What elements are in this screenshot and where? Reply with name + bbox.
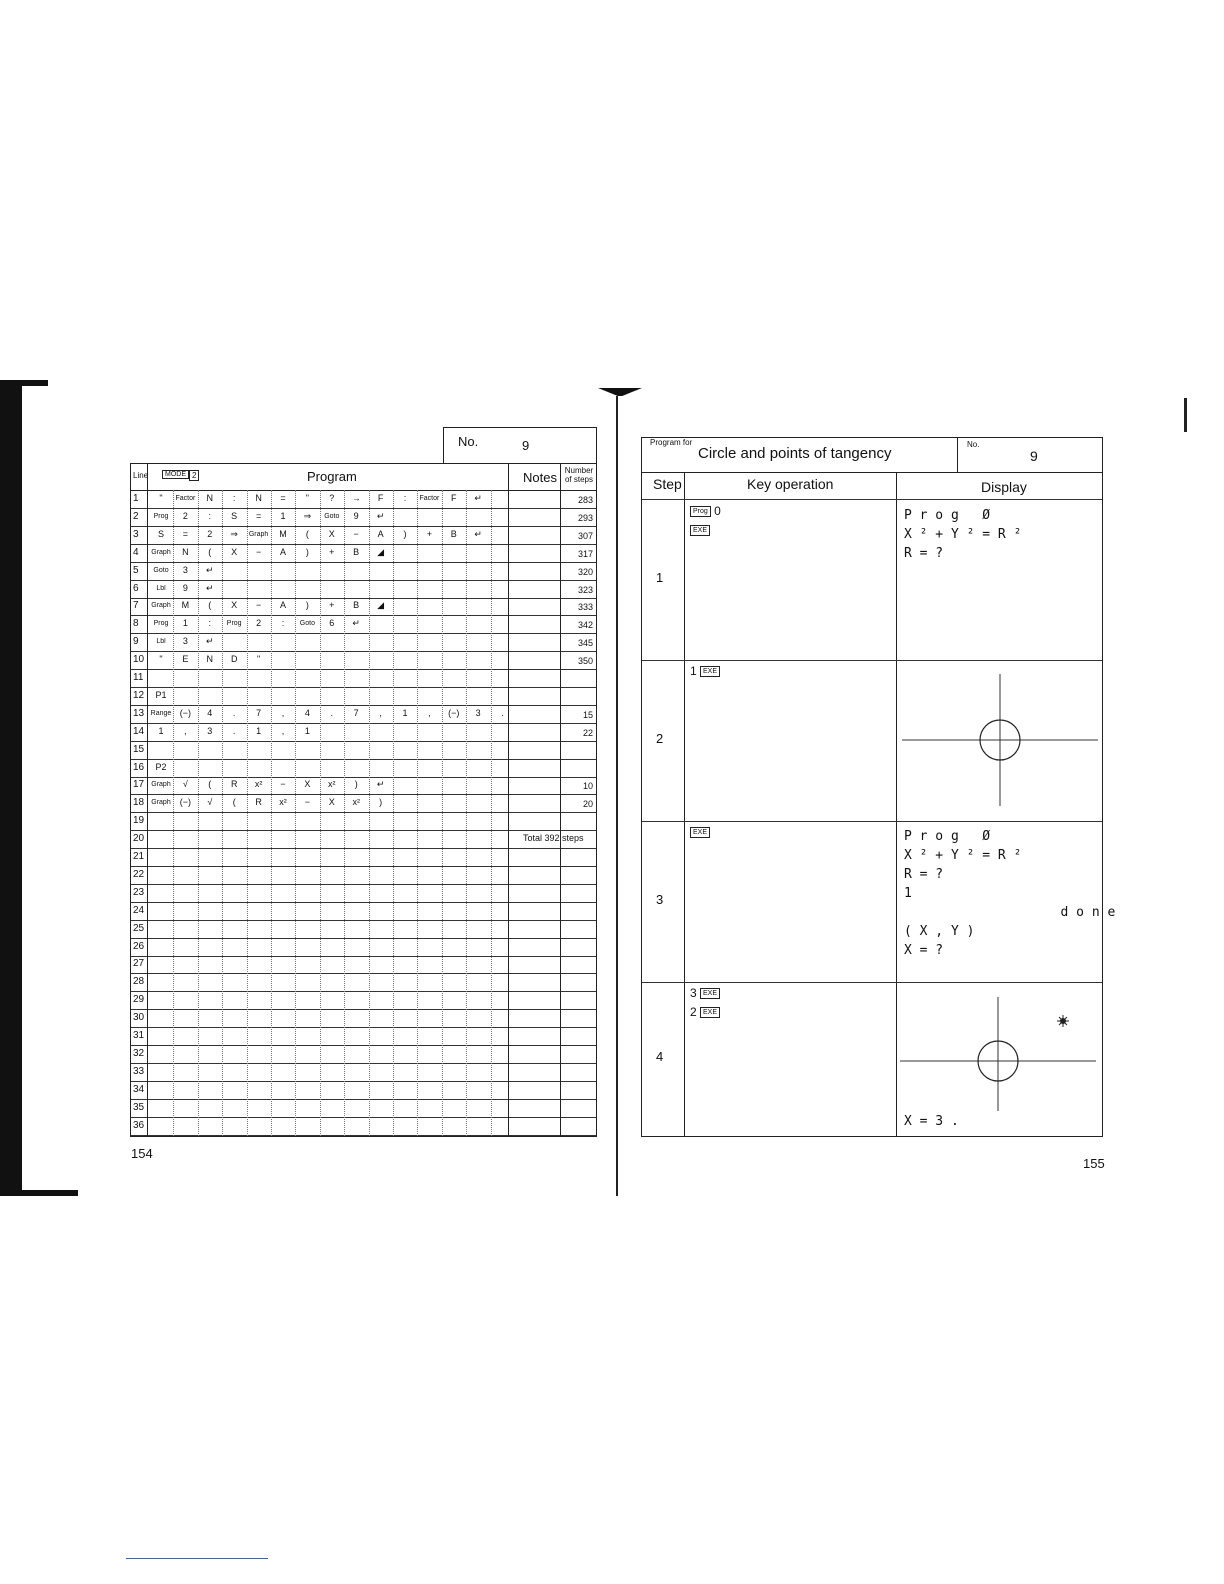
program-token: . (501, 707, 504, 718)
line-number: 22 (133, 868, 145, 880)
program-token: , (379, 707, 382, 718)
line-number: 1 (133, 493, 139, 504)
program-token: ? (329, 493, 335, 503)
program-token: Factor (419, 495, 440, 502)
line-number: 36 (133, 1119, 145, 1131)
table-row (131, 597, 596, 616)
program-token: X (328, 528, 335, 539)
header-steps: Number of steps (564, 466, 594, 484)
program-for-label: Program for (650, 438, 693, 447)
step-count: 22 (582, 727, 593, 738)
program-token: . (330, 707, 334, 718)
line-number: 33 (133, 1065, 145, 1077)
line-number: 34 (133, 1083, 145, 1095)
header-separator (642, 499, 1102, 500)
step-count: 317 (577, 548, 593, 559)
program-token: R (255, 797, 262, 808)
program-token: : (232, 493, 236, 503)
col-divider-1 (684, 472, 685, 1136)
table-row (131, 1063, 596, 1082)
column-divider (147, 464, 148, 1136)
table-row (131, 902, 596, 921)
program-listing-table (130, 463, 597, 1137)
program-token: √ (182, 779, 188, 790)
program-token: = (280, 493, 286, 503)
program-token: x² (328, 779, 336, 790)
program-token: 1 (280, 510, 286, 521)
token-divider (247, 490, 248, 1136)
step-count: 15 (582, 709, 593, 720)
step-count: 307 (577, 530, 593, 541)
line-number: 31 (133, 1030, 145, 1041)
program-token: → (351, 493, 361, 503)
program-token: ↵ (206, 564, 214, 575)
page-number-right: 155 (1083, 1156, 1105, 1171)
table-row (131, 508, 596, 527)
step-count: 283 (577, 495, 593, 505)
token-divider (393, 490, 394, 1136)
program-token: Graph (151, 799, 171, 807)
program-token: Factor (175, 495, 196, 502)
program-token: ) (305, 546, 309, 557)
calculator-key: EXE (690, 827, 710, 838)
program-token: ( (208, 546, 212, 557)
program-token: B (353, 600, 360, 611)
program-token: + (329, 546, 335, 557)
step-separator (642, 821, 1102, 822)
line-number: 23 (133, 886, 145, 898)
program-token: , (184, 725, 187, 736)
program-token: Goto (153, 566, 169, 574)
right-number-value: 9 (1030, 448, 1038, 464)
program-token: Range (150, 709, 172, 717)
program-token: 1 (182, 618, 188, 629)
table-row (131, 669, 596, 688)
program-token: Prog (226, 620, 242, 628)
line-number: 13 (133, 707, 145, 719)
program-token: ↵ (206, 582, 214, 593)
program-token: A (279, 600, 286, 611)
table-row (131, 1027, 596, 1046)
mode-value-key: 2 (189, 470, 199, 481)
row-note: Total 392 steps (523, 833, 584, 844)
line-number: 17 (133, 779, 145, 791)
line-number: 30 (133, 1012, 145, 1024)
table-row (131, 544, 596, 563)
step-count: 320 (577, 566, 593, 577)
bottom-rule (126, 1558, 268, 1559)
column-divider (560, 464, 561, 1136)
program-token: 3 (207, 725, 213, 736)
program-token: M (181, 600, 190, 611)
program-token: 1 (158, 725, 164, 736)
program-token: . (232, 725, 236, 736)
line-number: 26 (133, 940, 145, 952)
table-row (131, 794, 596, 813)
program-token: − (255, 600, 262, 611)
line-number: 35 (133, 1101, 145, 1113)
table-row (131, 776, 596, 795)
col-divider-2 (896, 472, 897, 1136)
step-count: 293 (577, 512, 593, 523)
program-token: P1 (155, 689, 167, 700)
token-divider (271, 490, 272, 1136)
program-token: Goto (299, 620, 315, 628)
title-bar (642, 438, 1102, 473)
program-token: 9 (353, 510, 359, 521)
program-token: B (450, 528, 457, 539)
program-token: 7 (353, 707, 359, 718)
program-token: X (304, 779, 311, 790)
table-row (131, 615, 596, 634)
program-token: − (280, 779, 286, 790)
program-token: X (328, 797, 335, 808)
token-divider (491, 490, 492, 1136)
program-token: = (182, 528, 189, 539)
token-divider (344, 490, 345, 1136)
step-count: 350 (577, 656, 593, 667)
display-text: X = 3 . (904, 1114, 959, 1129)
key-operation-line (690, 1005, 720, 1019)
line-number: 5 (133, 564, 139, 576)
program-token: N (206, 493, 214, 503)
program-token: 9 (182, 582, 188, 593)
line-number: 2 (133, 510, 139, 522)
program-token: − (304, 797, 311, 808)
program-token: 1 (256, 725, 262, 736)
line-number: 16 (133, 761, 145, 773)
scan-edge-left-top (0, 380, 48, 386)
program-token: 1 (304, 725, 310, 736)
line-number: 21 (133, 851, 145, 862)
program-token: N (206, 654, 214, 665)
program-token: Prog (153, 512, 169, 520)
program-token: E (182, 654, 189, 665)
token-divider (173, 490, 174, 1136)
page-number-left: 154 (131, 1146, 153, 1161)
line-number: 3 (133, 528, 139, 540)
table-row (131, 1045, 596, 1064)
program-number-label: No. (458, 434, 479, 449)
program-token: R (230, 779, 238, 790)
program-token: + (426, 528, 433, 539)
program-token: M (279, 528, 287, 539)
program-token: " (159, 493, 163, 503)
header-key-operation: Key operation (747, 476, 834, 492)
program-token: S (157, 528, 164, 539)
header-notes: Notes (523, 470, 557, 485)
table-row (131, 490, 596, 509)
line-number: 29 (133, 994, 145, 1006)
step-count: 20 (582, 799, 593, 810)
line-number: 9 (133, 636, 139, 648)
token-divider (198, 490, 199, 1136)
key-operation-line (690, 986, 720, 1000)
program-token: ) (354, 779, 358, 790)
token-divider (320, 490, 321, 1136)
table-row (131, 1081, 596, 1100)
program-title: Circle and points of tangency (698, 445, 892, 462)
program-token: ↵ (206, 636, 214, 647)
program-token: A (377, 528, 384, 539)
program-token: 2 (182, 510, 188, 521)
key-operation-line (690, 523, 710, 537)
table-row (131, 741, 596, 760)
line-number: 10 (133, 654, 145, 666)
key-operation-line (690, 504, 724, 518)
table-row (131, 955, 596, 974)
step-number: 4 (656, 1049, 664, 1064)
line-number: 27 (133, 958, 145, 970)
program-token: : (208, 618, 212, 629)
program-token: Lbl (156, 584, 166, 592)
token-divider (442, 490, 443, 1136)
program-token: 1 (402, 707, 408, 718)
line-number: 28 (133, 976, 145, 988)
program-token: Graph (248, 530, 269, 538)
program-token: " (256, 654, 261, 665)
program-token: x² (279, 797, 287, 808)
program-token: " (159, 654, 163, 665)
program-token: (−) (179, 707, 192, 718)
table-row (131, 651, 596, 670)
program-token: 3 (182, 564, 188, 575)
book-gutter (616, 396, 618, 1196)
token-divider (222, 490, 223, 1136)
table-row (131, 633, 596, 652)
table-row (131, 1009, 596, 1028)
program-token: + (329, 600, 335, 611)
program-token: Graph (151, 602, 171, 610)
program-token: 4 (207, 707, 213, 718)
program-token: x² (352, 797, 360, 808)
display-text: P r o g Ø X ² + Y ² = R ² R = ? 1 d o n e ( X , Y ) X = ? (904, 829, 1116, 958)
program-token: ↵ (352, 618, 360, 629)
table-row (131, 705, 596, 724)
table-row (131, 866, 596, 885)
calculator-key: EXE (690, 525, 710, 536)
program-token: S (231, 510, 238, 521)
program-token: : (403, 493, 407, 503)
program-token: 6 (329, 618, 335, 629)
program-token: 3 (475, 707, 481, 718)
table-row (131, 830, 596, 849)
program-token: X (231, 546, 238, 557)
program-token: 4 (304, 707, 310, 718)
program-token: − (353, 528, 359, 539)
step-separator (642, 982, 1102, 983)
calculator-key: Prog (690, 506, 711, 517)
program-token: 7 (256, 707, 262, 718)
step-count: 323 (577, 584, 593, 595)
program-token: , (281, 707, 285, 718)
token-divider (466, 490, 467, 1136)
key-suffix: 0 (710, 504, 725, 518)
program-token: = (255, 510, 262, 521)
program-token: ↵ (474, 493, 482, 503)
program-token: Prog (153, 620, 169, 628)
program-token: 2 (256, 618, 262, 629)
program-token: D (230, 654, 238, 665)
table-row (131, 1117, 596, 1136)
key-operation-line (690, 825, 710, 839)
step-count: 10 (582, 781, 593, 792)
table-row (131, 580, 596, 599)
table-row (131, 884, 596, 903)
line-number: 7 (133, 600, 139, 612)
program-token: 3 (182, 636, 188, 647)
program-token: : (281, 618, 285, 629)
program-token: ) (403, 528, 407, 539)
scan-edge-right (1184, 398, 1187, 432)
header-line: Line (133, 471, 149, 480)
table-row (131, 526, 596, 545)
line-number: 18 (133, 797, 145, 809)
table-row (131, 938, 596, 957)
program-token: (−) (179, 797, 192, 808)
header-step: Step (653, 476, 682, 492)
program-token: ) (379, 797, 383, 808)
calculator-key: EXE (700, 988, 720, 999)
program-token: ↵ (376, 779, 385, 790)
line-number: 11 (133, 672, 144, 683)
program-token: ◢ (377, 600, 385, 611)
table-row (131, 848, 596, 867)
step-number: 3 (656, 891, 664, 907)
program-token: . (232, 707, 236, 718)
program-token: ↵ (376, 510, 385, 521)
program-token: 2 (207, 528, 213, 539)
scan-edge-left (0, 382, 22, 1194)
step-count: 342 (577, 620, 593, 631)
graph-display-step-2 (900, 670, 1100, 810)
column-divider (508, 464, 509, 1136)
program-token: ( (232, 797, 236, 808)
program-token: − (255, 546, 262, 557)
table-row (131, 991, 596, 1010)
key-operation-table (641, 437, 1116, 1137)
table-header (131, 464, 596, 491)
table-row (131, 723, 596, 742)
line-number: 32 (133, 1047, 145, 1059)
program-token: x² (254, 779, 263, 790)
key-operation-line (690, 664, 720, 678)
program-token: Graph (151, 781, 171, 789)
table-row (131, 759, 596, 778)
program-token: ⇒ (230, 528, 238, 539)
line-number: 25 (133, 922, 145, 934)
graph-display-step-4 (898, 995, 1098, 1113)
line-number: 20 (133, 833, 145, 845)
line-number: 12 (133, 689, 145, 701)
table-row (131, 562, 596, 581)
program-token: ( (208, 779, 212, 790)
program-token: (−) (448, 707, 460, 718)
program-number-value: 9 (522, 438, 530, 453)
table-row (131, 812, 596, 831)
program-token: B (353, 546, 360, 557)
key-prefix: 2 (690, 1005, 701, 1019)
program-number-box (443, 427, 597, 464)
program-token: : (208, 510, 212, 521)
token-divider (369, 490, 370, 1136)
program-token: ( (305, 528, 309, 539)
blinking-point-icon (1057, 1015, 1069, 1027)
table-row (131, 973, 596, 992)
line-number: 8 (133, 618, 139, 630)
program-token: , (281, 725, 285, 736)
program-token: Graph (151, 548, 171, 556)
table-row (131, 1099, 596, 1118)
step-count: 333 (577, 602, 593, 613)
program-token: F (451, 493, 457, 503)
program-token: N (255, 493, 262, 503)
line-number: 4 (133, 546, 139, 558)
scan-edge-left-bottom (0, 1190, 78, 1196)
step-count: 345 (577, 638, 593, 649)
title-divider (957, 438, 958, 472)
line-number: 24 (133, 904, 145, 916)
program-token: √ (207, 797, 213, 808)
key-prefix: 1 (690, 664, 701, 678)
line-number: 14 (133, 725, 145, 737)
program-token: , (428, 707, 431, 718)
step-number: 1 (656, 570, 664, 585)
key-prefix: 3 (690, 986, 701, 1000)
line-number: 19 (133, 815, 145, 827)
step-separator (642, 660, 1102, 661)
step-number: 2 (656, 730, 664, 746)
mode-key: MODE (162, 470, 189, 479)
token-divider (417, 490, 418, 1136)
program-token: ↵ (474, 528, 482, 539)
table-row (131, 920, 596, 939)
right-number-label: No. (967, 440, 980, 449)
program-token: X (231, 600, 238, 611)
program-token: Lbl (156, 638, 166, 646)
program-token: F (377, 493, 384, 503)
header-program: Program (307, 469, 357, 484)
program-token: " (305, 493, 309, 503)
line-number: 15 (133, 743, 145, 755)
program-token: N (182, 546, 189, 557)
display-text: P r o g Ø X ² + Y ² = R ² R = ? (904, 508, 1022, 561)
token-divider (295, 490, 296, 1136)
header-display: Display (981, 479, 1027, 495)
line-number: 6 (133, 582, 139, 594)
program-token: ) (305, 600, 309, 611)
program-token: ( (208, 600, 212, 611)
program-token: A (279, 546, 286, 557)
program-token: ⇒ (303, 510, 312, 521)
binding-mark (598, 388, 642, 396)
program-token: Goto (324, 512, 340, 520)
calculator-key: EXE (700, 666, 720, 677)
program-token: ◢ (377, 546, 385, 557)
calculator-key: EXE (700, 1007, 720, 1018)
program-token: P2 (155, 761, 167, 772)
table-row (131, 687, 596, 706)
